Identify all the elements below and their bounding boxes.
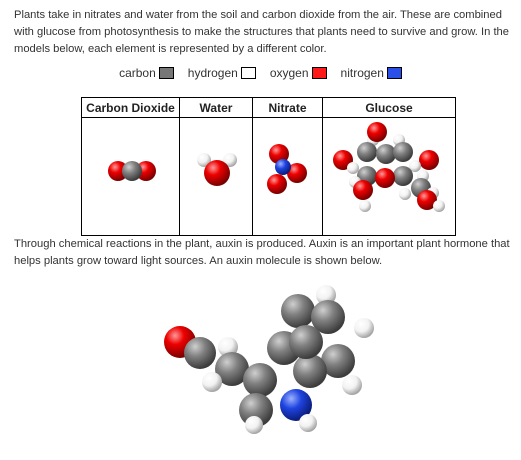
- header-carbon-dioxide: Carbon Dioxide: [82, 98, 180, 118]
- legend-label-oxygen: oxygen: [269, 66, 309, 80]
- legend-label-hydrogen: hydrogen: [187, 66, 238, 80]
- auxin-molecule-model: [158, 275, 388, 450]
- glucose-molecule-model: [323, 118, 456, 235]
- co2-molecule-model: [82, 118, 180, 235]
- legend-hydrogen: [188, 66, 256, 80]
- header-water: Water: [180, 98, 253, 118]
- hydrogen-swatch: [241, 67, 256, 79]
- cell-glucose: [323, 118, 456, 236]
- auxin-paragraph: Through chemical reactions in the plant, auxin is produced. Auxin is an important plant hormone that helps plants grow toward light sources. An auxin molecule is shown below.: [14, 238, 510, 267]
- cell-water: [180, 118, 253, 236]
- nitrate-molecule-model: [253, 118, 323, 235]
- header-nitrate: Nitrate: [253, 98, 323, 118]
- legend-carbon: [119, 66, 174, 80]
- cell-carbon-dioxide: [82, 118, 180, 236]
- nitrogen-swatch: [387, 67, 402, 79]
- water-molecule-model: [180, 118, 253, 235]
- legend-label-carbon: carbon: [119, 66, 156, 80]
- header-glucose: Glucose: [323, 98, 456, 118]
- legend-label-nitrogen: nitrogen: [340, 66, 384, 80]
- carbon-swatch: [159, 67, 174, 79]
- molecule-table: [81, 97, 456, 236]
- oxygen-swatch: [312, 67, 327, 79]
- intro-paragraph: Plants take in nitrates and water from the soil and carbon dioxide from the air. These are combined with glucose from photosynthesis to make the structures that plants need to survive and grow. In the models below, each element is represented by a different color.: [14, 9, 510, 55]
- element-color-legend: [0, 66, 521, 80]
- legend-nitrogen: [341, 66, 402, 80]
- legend-oxygen: [270, 66, 327, 80]
- cell-nitrate: [253, 118, 323, 236]
